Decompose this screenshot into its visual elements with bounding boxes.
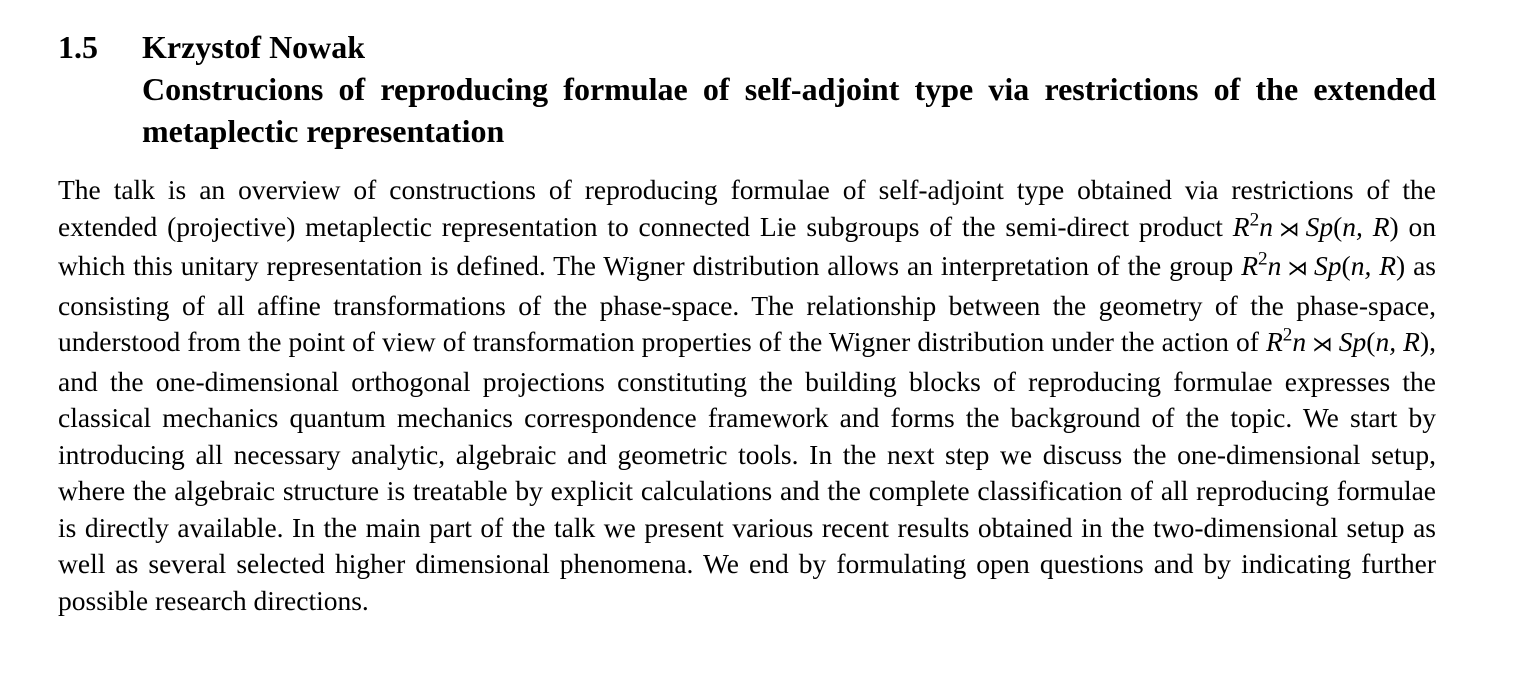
group-formula-1: $R^2n$ ⋊ Sp(n, R) bbox=[1232, 208, 1399, 242]
abstract-text-2: on which this unitary representation is defined. The Wigner distribution allows an interpretation of the group bbox=[58, 210, 1437, 281]
abstract-text-4: , and the one-dimensional orthogonal projections constituting the building blocks of reproducing formulae expresses the classical mechanics quantum mechanics correspondence framework and forms the background of the topic. We start by introducing all necessary analytic, algebraic and geometric tools. In the next step we discuss the one-dimensional setup, where the algebraic structure is treatable by explicit calculations and the complete classification of all reproducing formulae is directly available. In the main part of the talk we present various recent results obtained in the two-dimensional setup as well as several selected higher dimensional phenomena. We end by formulating open questions and by indicating further possible research directions. bbox=[58, 326, 1436, 616]
section-heading bbox=[58, 26, 1436, 152]
group-formula-3: $R^2n$ ⋊ Sp(n, R) bbox=[1265, 324, 1430, 357]
group-formula-2: $R^2n$ ⋊ Sp(n, R) bbox=[1241, 248, 1406, 281]
section-number: 1.5 bbox=[58, 29, 98, 65]
talk-title: Construcions of reproducing formulae of self-adjoint type via restrictions of the extended metaplectic representation bbox=[142, 71, 1436, 149]
paper-page bbox=[58, 26, 1436, 647]
abstract-text-1: The talk is an overview of constructions of reproducing formulae of self-adjoint type obtained via restrictions of the extended (projective) metaplectic representation to connected Lie subgroups of the semi-direct product bbox=[58, 174, 1436, 242]
abstract-paragraph bbox=[58, 172, 1436, 619]
abstract-text-3: as consisting of all affine transformations of the phase-space. The relationship between the geometry of the phase-space, understood from the point of view of transformation properties of the Wigner distribution under the action of bbox=[58, 250, 1437, 357]
author-name: Krzystof Nowak bbox=[142, 29, 366, 65]
section-heading-text bbox=[142, 26, 1436, 152]
